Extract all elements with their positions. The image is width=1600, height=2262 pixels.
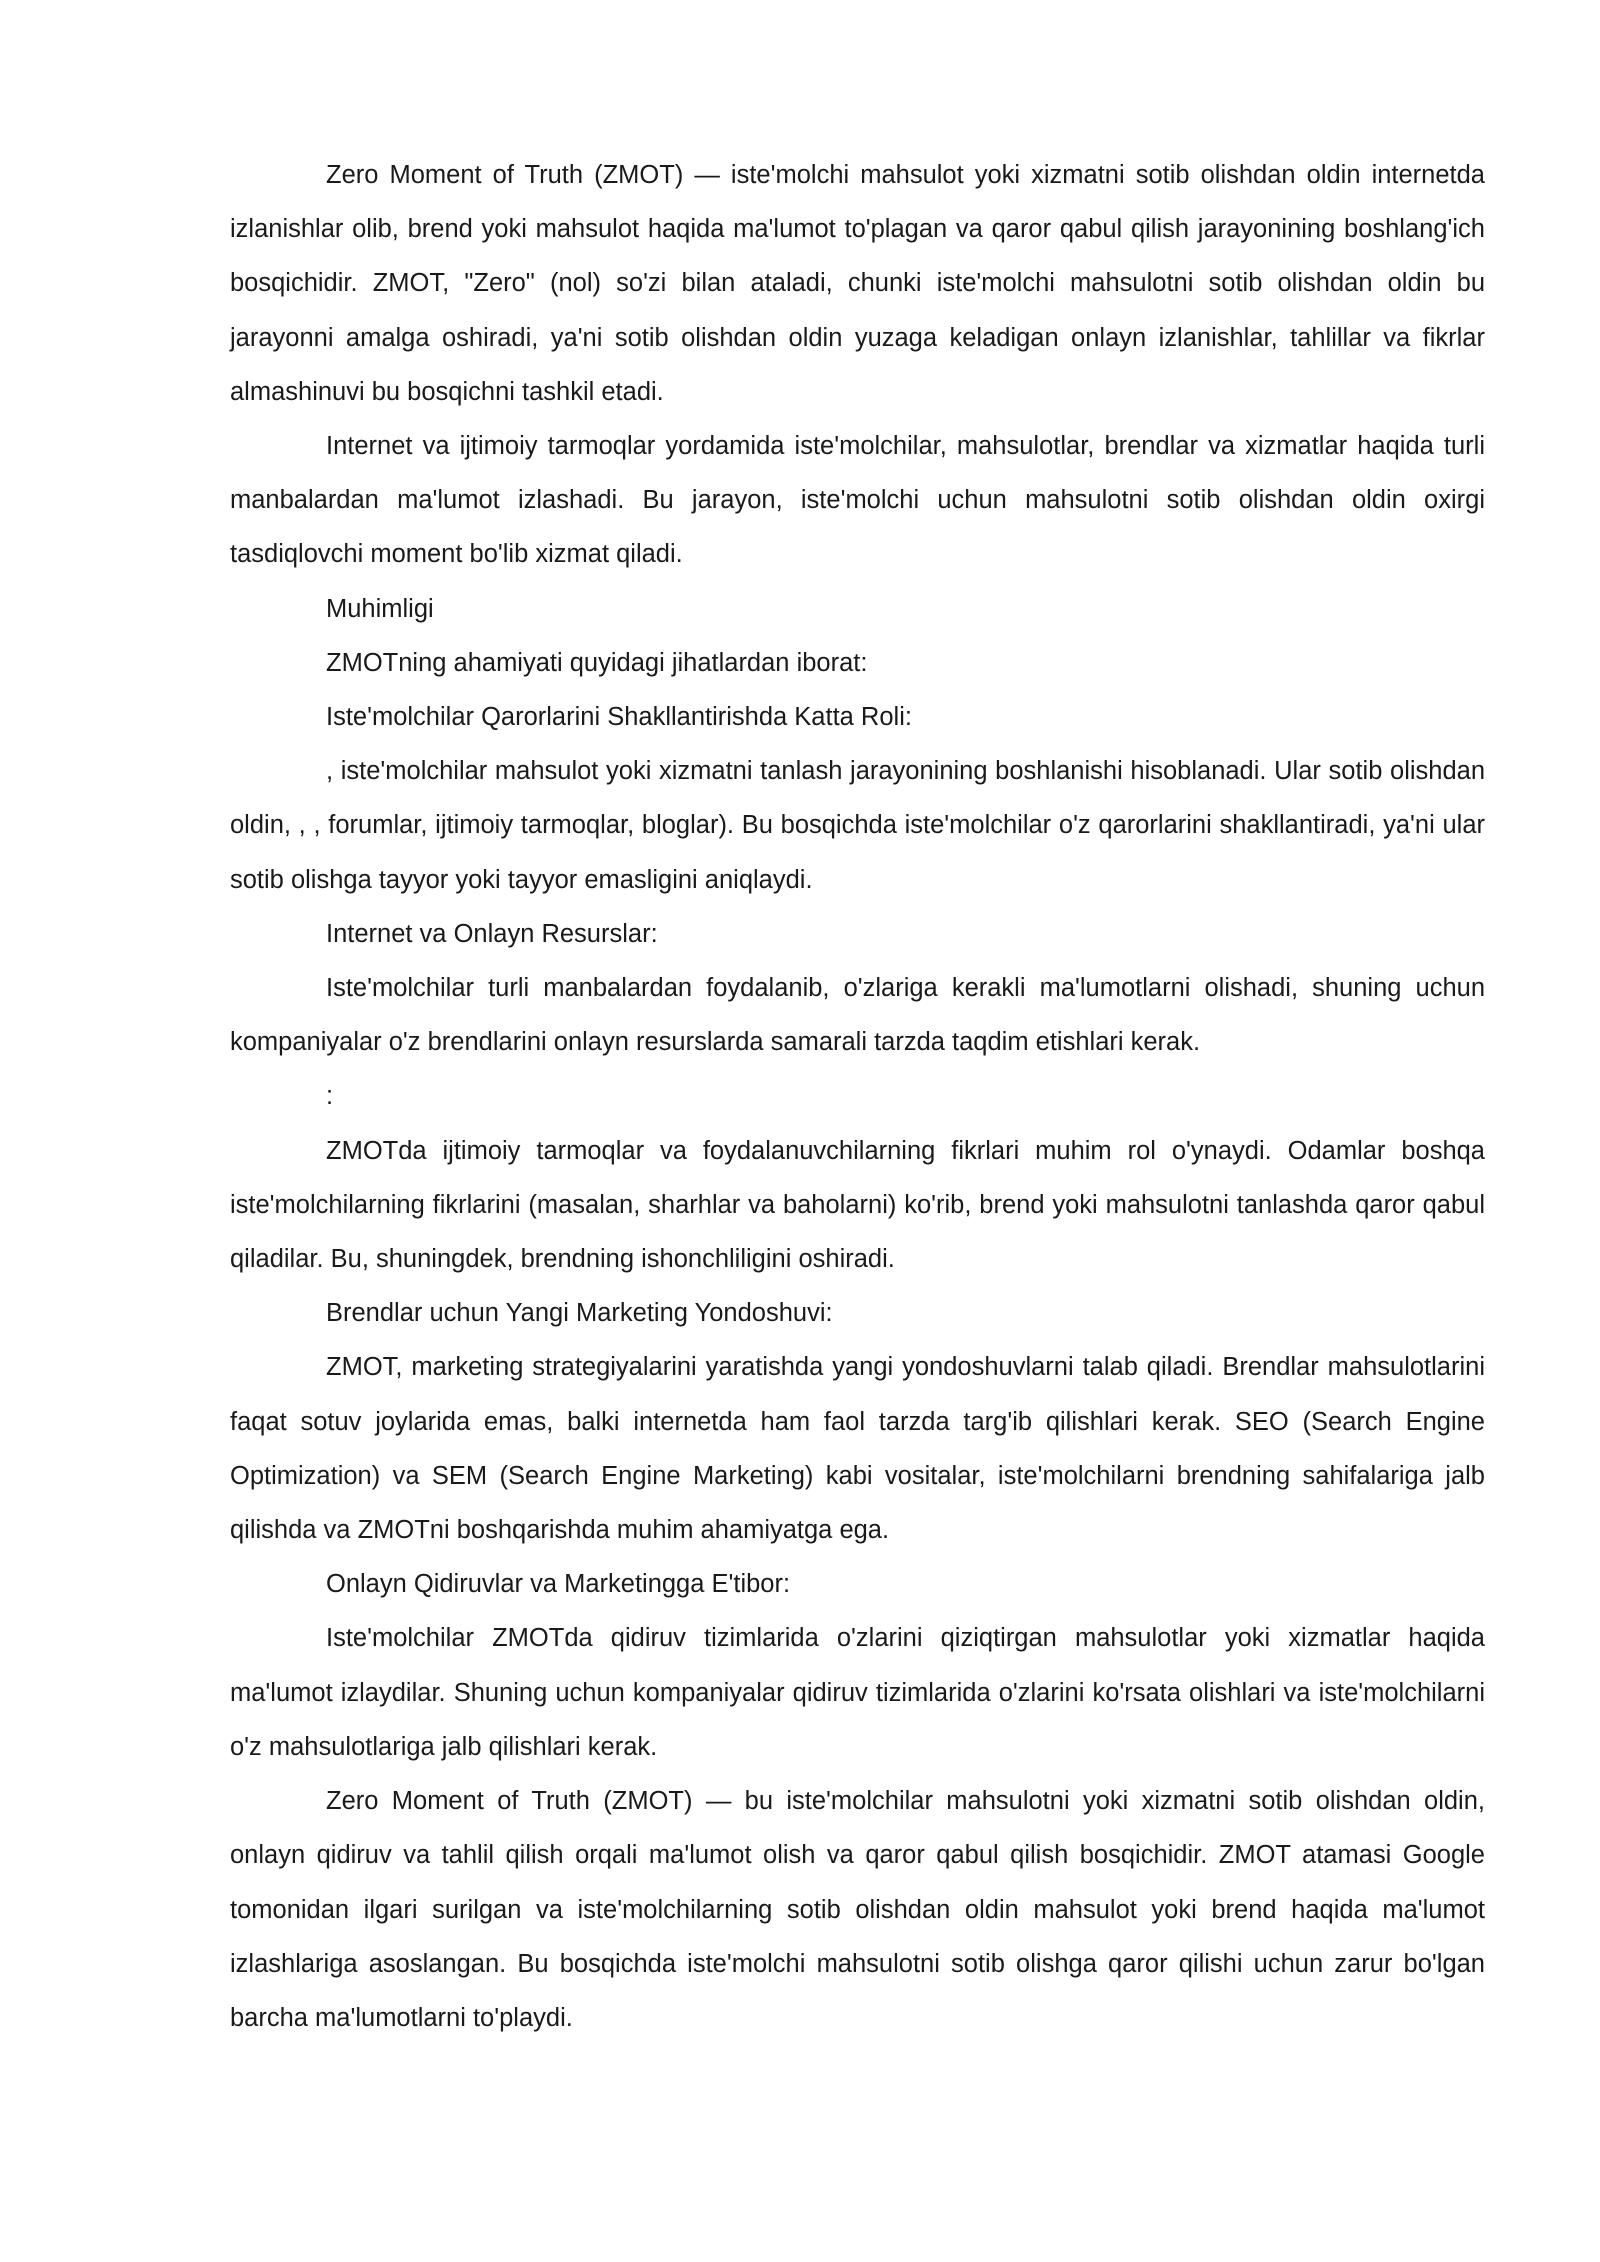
heading-consumer-decisions: Iste'molchilar Qarorlarini Shakllantirishda Katta Roli: xyxy=(326,703,912,732)
heading-online-search: Onlayn Qidiruvlar va Marketingga E'tibor: xyxy=(326,1570,791,1599)
paragraph-consumer-decisions: , iste'molchilar mahsulot yoki xizmatni tanlash jarayonining boshlanishi hisoblanadi. Ular sotib olishdan oldin, , , forumlar, ijtimoiy tarmoqlar, bloglar). Bu bosqichda iste'molchilar o'z qarorlarini shakllantiradi, ya'ni ular sotib olishga tayyor yoki tayyor emasligini aniqlaydi. xyxy=(230,757,1485,894)
paragraph-zmot-definition: Zero Moment of Truth (ZMOT) — iste'molchi mahsulot yoki xizmatni sotib olishdan oldin internetda izlanishlar olib, brend yoki mahsulot haqida ma'lumot to'plagan va qaror qabul qilish jarayonining boshlang'ich bosqichidir. ZMOT, "Zero" (nol) so'zi bilan ataladi, chunki iste'molchi mahsulotni sotib olishdan oldin bu jarayonni amalga oshiradi, ya'ni sotib olishdan oldin yuzaga keladigan onlayn izlanishlar, tahlillar va fikrlar almashinuvi bu bosqichni tashkil etadi. xyxy=(230,161,1485,406)
paragraph-social-opinions: ZMOTda ijtimoiy tarmoqlar va foydalanuvchilarning fikrlari muhim rol o'ynaydi. Odamlar boshqa iste'molchilarning fikrlarini (masalan, sharhlar va baholarni) ko'rib, brend yoki mahsulotni tanlashda qaror qabul qiladilar. Bu, shuningdek, brendning ishonchliligini oshiradi. xyxy=(230,1136,1485,1274)
heading-marketing-approach: Brendlar uchun Yangi Marketing Yondoshuvi: xyxy=(326,1299,833,1328)
heading-colon: : xyxy=(326,1082,334,1111)
paragraph-online-resources: Iste'molchilar turli manbalardan foydalanib, o'zlariga kerakli ma'lumotlarni olishadi, shuning uchun kompaniyalar o'z brendlarini onlayn resurslarda samarali tarzda taqdim etishlari kerak. xyxy=(230,974,1485,1057)
heading-zmot-significance: ZMOTning ahamiyati quyidagi jihatlardan iborat: xyxy=(326,648,868,677)
paragraph-marketing-approach: ZMOT, marketing strategiyalarini yaratishda yangi yondoshuvlarni talab qiladi. Brendlar mahsulotlarini faqat sotuv joylarida emas, balki internetda ham faol tarzda targ'ib qilishlari kerak. SEO (Search Engine Optimization) va SEM (Search Engine Marketing) kabi vositalar, iste'molchilarni brendning sahifalariga jalb qilishda va ZMOTni boshqarishda muhim ahamiyatga ega. xyxy=(230,1353,1485,1545)
paragraph-internet-social: Internet va ijtimoiy tarmoqlar yordamida iste'molchilar, mahsulotlar, brendlar va xizmatlar haqida turli manbalardan ma'lumot izlashadi. Bu jarayon, iste'molchi uchun mahsulotni sotib olishdan oldin oxirgi tasdiqlovchi moment bo'lib xizmat qiladi. xyxy=(230,432,1485,569)
heading-online-resources: Internet va Onlayn Resurslar: xyxy=(326,919,658,948)
heading-importance: Muhimligi xyxy=(326,594,434,623)
paragraph-online-search: Iste'molchilar ZMOTda qidiruv tizimlarida o'zlarini qiziqtirgan mahsulotlar yoki xizmatlar haqida ma'lumot izlaydilar. Shuning uchun kompaniyalar qidiruv tizimlarida o'zlarini ko'rsata olishlari va iste'molchilarni o'z mahsulotlariga jalb qilishlari kerak. xyxy=(230,1624,1485,1761)
document-body xyxy=(230,148,1485,2045)
paragraph-zmot-summary: Zero Moment of Truth (ZMOT) — bu iste'molchilar mahsulotni yoki xizmatni sotib olishdan oldin, onlayn qidiruv va tahlil qilish orqali ma'lumot olish va qaror qabul qilish bosqichidir. ZMOT atamasi Google tomonidan ilgari surilgan va iste'molchilarning sotib olishdan oldin mahsulot yoki brend haqida ma'lumot izlashlariga asoslangan. Bu bosqichda iste'molchi mahsulotni sotib olishga qaror qilishi uchun zarur bo'lgan barcha ma'lumotlarni to'playdi. xyxy=(230,1787,1485,2032)
